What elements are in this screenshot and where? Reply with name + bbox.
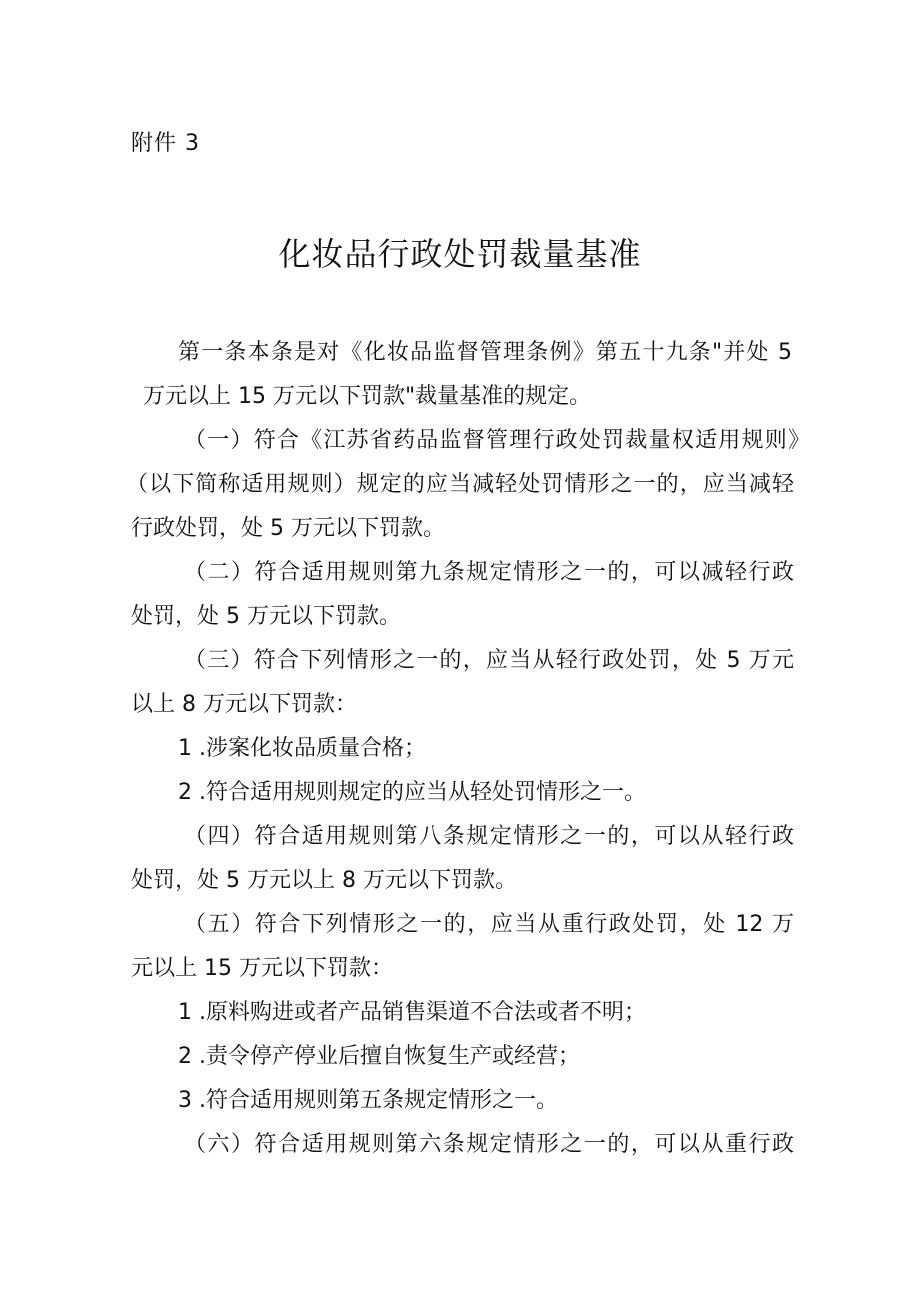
- item-2-line-2: 处罚，处 5 万元以下罚款。: [131, 604, 401, 629]
- item-3-sub-1: 1 .涉案化妆品质量合格；: [178, 736, 426, 761]
- item-5-sub-3: 3 .符合适用规则第五条规定情形之一。: [178, 1088, 558, 1113]
- item-3-line-2: 以上 8 万元以下罚款：: [131, 692, 357, 717]
- item-4-line-2: 处罚，处 5 万元以上 8 万元以下罚款。: [131, 868, 517, 893]
- item-1-line-2: （以下简称适用规则）规定的应当减轻处罚情形之一的，应当减轻: [126, 472, 794, 497]
- item-5-line-1: （五）符合下列情形之一的，应当从重行政处罚，处 12 万: [184, 912, 794, 937]
- item-3-line-1: （三）符合下列情形之一的，应当从轻行政处罚，处 5 万元: [184, 648, 794, 673]
- attachment-label: 附件 3: [131, 131, 200, 156]
- item-5-line-2: 元以上 15 万元以下罚款：: [131, 956, 393, 981]
- item-3-sub-2: 2 .符合适用规则规定的应当从轻处罚情形之一。: [178, 780, 646, 805]
- article-1-line-2: 万元以上 15 万元以下罚款"裁量基准的规定。: [143, 384, 592, 409]
- item-1-line-1: （一）符合《江苏省药品监督管理行政处罚裁量权适用规则》: [184, 428, 810, 453]
- item-5-sub-2: 2 .责令停产停业后擅自恢复生产或经营；: [178, 1044, 580, 1069]
- item-4-line-1: （四）符合适用规则第八条规定情形之一的，可以从轻行政: [184, 824, 794, 849]
- item-6-line-1: （六）符合适用规则第六条规定情形之一的，可以从重行政: [184, 1132, 794, 1157]
- article-1-line-1: 第一条本条是对《化妆品监督管理条例》第五十九条"并处 5: [178, 340, 792, 365]
- item-1-line-3: 行政处罚，处 5 万元以下罚款。: [131, 516, 445, 541]
- item-2-line-1: （二）符合适用规则第九条规定情形之一的，可以减轻行政: [184, 560, 794, 585]
- item-5-sub-1: 1 .原料购进或者产品销售渠道不合法或者不明；: [178, 1000, 646, 1025]
- document-title: 化妆品行政处罚裁量基准: [278, 235, 642, 273]
